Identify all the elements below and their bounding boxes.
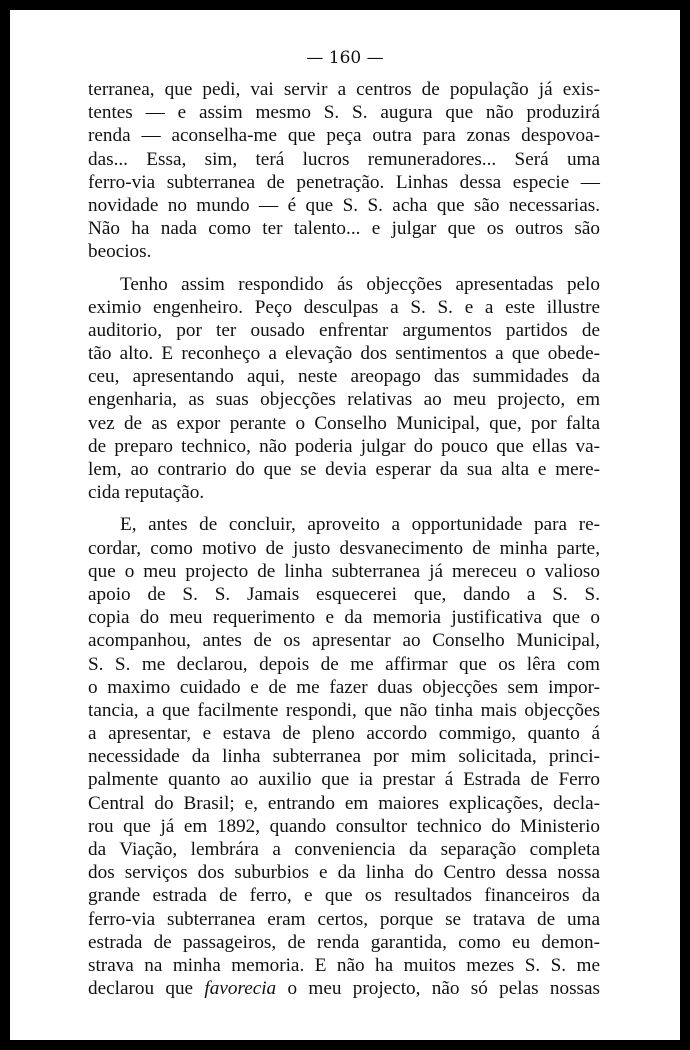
text-line: cordar, como motivo de justo desvanecimento de minha parte, bbox=[88, 537, 600, 559]
text-line: tentes — e assim mesmo S. S. augura que não produzirá bbox=[88, 102, 600, 124]
text-line: dos serviços dos suburbios e da linha do Centro dessa nossa bbox=[88, 862, 600, 884]
text-line: tão alto. E reconheço a elevação dos sentimentos a que obede- bbox=[88, 343, 600, 365]
text-line: a apresentar, e estava de pleno accordo commigo, quanto á bbox=[88, 723, 600, 745]
text-line: copia do meu requerimento e da memoria justificativa que o bbox=[88, 607, 600, 629]
text-line: cida reputação. bbox=[88, 482, 205, 504]
text-line: beocios. bbox=[88, 241, 152, 263]
text-line: o maximo cuidado e de me fazer duas objecções sem impor- bbox=[88, 676, 600, 698]
page-number: — 160 — bbox=[306, 48, 384, 68]
emphasis: favorecia bbox=[204, 978, 277, 1000]
paragraph-1 bbox=[88, 78, 600, 264]
book-page bbox=[10, 10, 680, 1040]
text-line: rou que já em 1892, quando consultor technico do Ministerio bbox=[88, 815, 600, 837]
text-line: da Viação, lembrára a conveniencia da separação completa bbox=[88, 839, 600, 860]
text-line: E, antes de concluir, aproveito a opportunidade para re- bbox=[120, 514, 600, 536]
text-line: palmente quanto ao auxilio que ia prestar á Estrada de Ferro bbox=[88, 769, 600, 791]
paragraph-3 bbox=[88, 513, 600, 1000]
text-line: ferro-via subterranea eram certos, porque se tratava de uma bbox=[88, 908, 600, 930]
text-line: ferro-via subterranea de penetração. Linhas dessa especie — bbox=[88, 171, 600, 193]
text-line: grande estrada de ferro, e que os resultados financeiros da bbox=[88, 885, 600, 907]
text-line: declarou que favorecia o meu projecto, não só pelas nossas bbox=[88, 978, 600, 1000]
text-line: renda — aconselha-me que peça outra para zonas despovoa- bbox=[88, 125, 600, 147]
text-line: eximio engenheiro. Peço desculpas a S. S. e a este illustre bbox=[88, 296, 600, 318]
text-line: de preparo technico, não poderia julgar do pouco que ellas va- bbox=[88, 435, 600, 457]
body-text bbox=[88, 78, 600, 1009]
text-line: que o meu projecto de linha subterranea já mereceu o valioso bbox=[88, 560, 600, 582]
text-line: strava na minha memoria. E não ha muitos mezes S. S. me bbox=[88, 954, 600, 976]
text-line: terranea, que pedi, vai servir a centros de população já exis- bbox=[88, 79, 600, 100]
paragraph-2 bbox=[88, 273, 600, 505]
text-line: engenharia, as suas objecções relativas ao meu projecto, em bbox=[88, 389, 600, 411]
text-line: auditorio, por ter ousado enfrentar argumentos partidos de bbox=[88, 319, 600, 341]
text-line: ceu, apresentando aqui, neste areopago das summidades da bbox=[88, 366, 600, 388]
text-line: Tenho assim respondido ás objecções apresentadas pelo bbox=[120, 273, 600, 295]
text-line: vez de as expor perante o Conselho Municipal, que, por falta bbox=[88, 412, 600, 434]
text-line: lem, ao contrario do que se devia esperar da sua alta e mere- bbox=[88, 459, 600, 480]
text-line: Não ha nada como ter talento... e julgar que os outros são bbox=[88, 218, 600, 240]
text-line: das... Essa, sim, terá lucros remuneradores... Será uma bbox=[88, 148, 600, 170]
text-line: estrada de passageiros, de renda garantida, como eu demon- bbox=[88, 931, 600, 953]
text-line: novidade no mundo — é que S. S. acha que são necessarias. bbox=[88, 194, 600, 216]
text-line: S. S. me declarou, depois de me affirmar que os lêra com bbox=[88, 653, 600, 675]
text-line: apoio de S. S. Jamais esquecerei que, dando a S. S. bbox=[88, 583, 600, 605]
text-line: tancia, a que facilmente respondi, que não tinha mais objecções bbox=[88, 699, 600, 721]
text-line: Central do Brasil; e, entrando em maiores explicações, decla- bbox=[88, 792, 600, 814]
text-line: necessidade da linha subterranea por mim solicitada, princi- bbox=[88, 746, 600, 768]
text-line: acompanhou, antes de os apresentar ao Conselho Municipal, bbox=[88, 630, 600, 652]
